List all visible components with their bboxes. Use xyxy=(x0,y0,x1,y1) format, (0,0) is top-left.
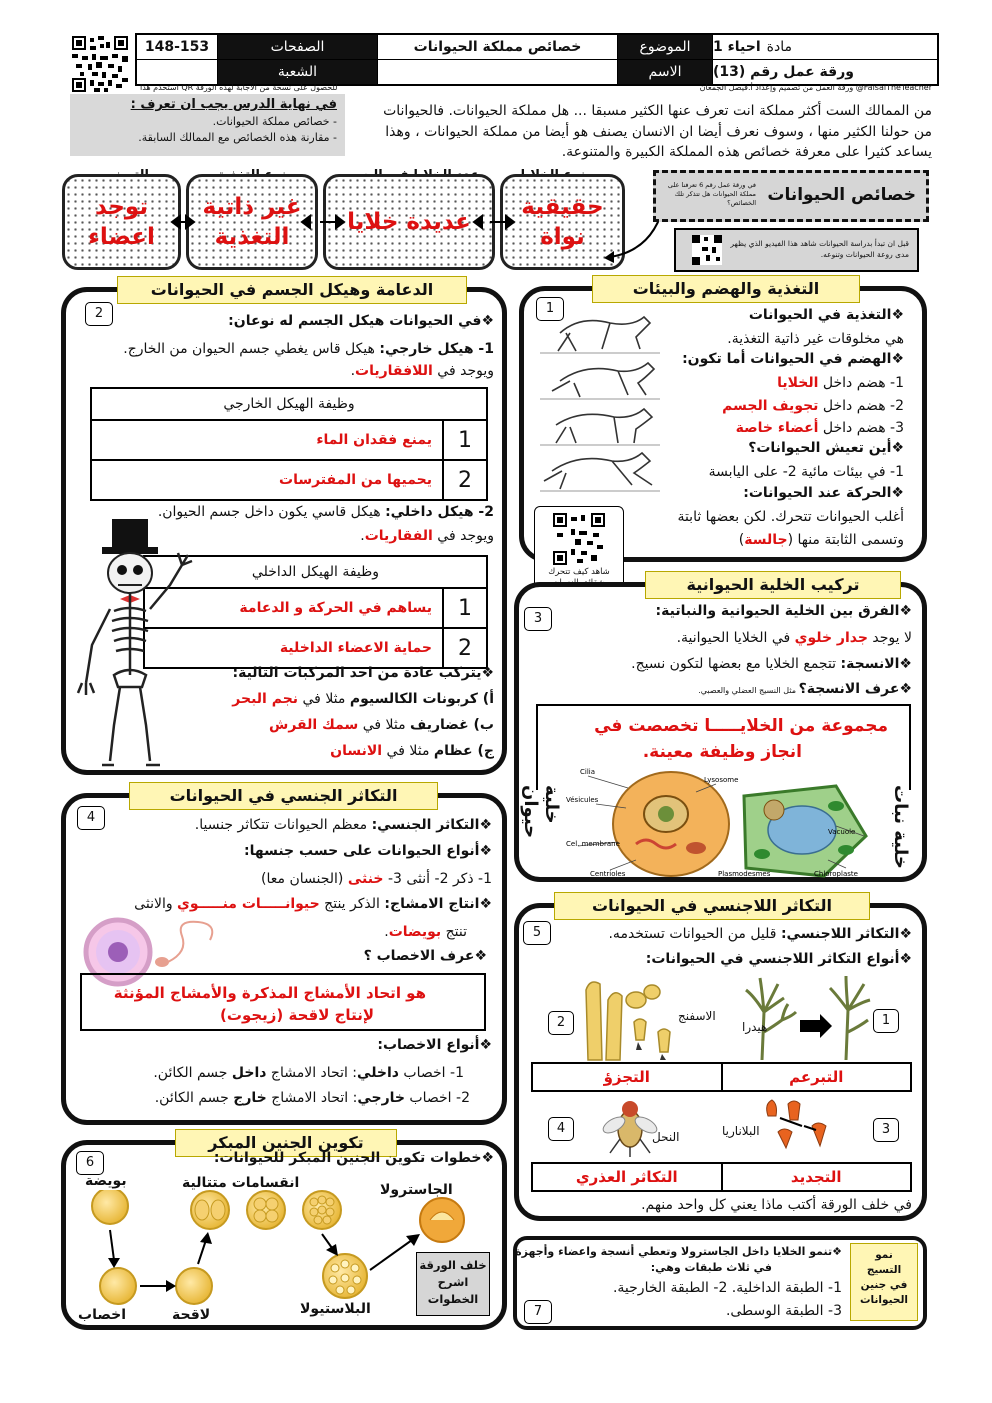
p2-endo-2: ويوجد في الفقاريات. xyxy=(360,528,494,544)
label-cilia: Cilia xyxy=(580,768,596,776)
features-title: خصائص الحيوانات xyxy=(767,185,916,205)
name-label: الاسم xyxy=(617,60,712,84)
p1-digest-1: 1- هضم داخل الخلايا xyxy=(777,375,904,391)
panel-1-title: التغذية والهضم والبيئات xyxy=(592,275,860,303)
method-budding: التبرعم xyxy=(789,1068,844,1086)
p2-heading-1: ❖في الحيوانات هيكل الجسم له نوعان: xyxy=(228,313,494,329)
p1-heading-1: ❖التغذية في الحيوانات xyxy=(748,307,904,323)
endoskeleton-table-head: وظيفة الهيكل الداخلي xyxy=(145,557,486,589)
p7-text-1: ❖تنمو الخلايا داخل الجاسترولا وتعطي أنسجة واعضاء وأجهزة xyxy=(515,1245,842,1258)
p7-text-4: 3- الطبقة الوسطى. xyxy=(725,1303,842,1319)
p4-heading-2: ❖أنواع الحيوانات على حسب جنسها: xyxy=(243,843,492,859)
intro-line-3: يساعد كثيرا على معرفة خصائص هذه المملكة الكبيرة والمتنوعة. xyxy=(561,144,932,160)
p1-text-4: أغلب الحيوانات تتحرك. لكن بعضها ثابتة xyxy=(677,509,904,525)
explain-line-2: اشرح xyxy=(437,1275,469,1289)
p2-comp-1: أ) كربونات الكالسيوم مثلا في نجم البحر xyxy=(232,691,494,707)
p3-text-1: لا يوجد جدار خلوي في الخلايا الحيوانية. xyxy=(676,630,912,646)
video-qr-icon[interactable] xyxy=(692,235,722,265)
feature-cell-type-1: حقيقية xyxy=(521,194,604,220)
p2-heading-2: ❖يتركب عادة من احد المركبات التالية: xyxy=(232,665,494,681)
method-parthenogenesis: التكاثر العذري xyxy=(533,1164,723,1190)
panel-5-number: 5 xyxy=(523,921,551,945)
stage-egg-label: بويضة xyxy=(85,1173,127,1189)
asexual-row-2 xyxy=(531,1162,912,1192)
p4-text-3: ❖انتاج الامشاج: الذكر ينتج حيوانـــــات منـــــوي والانثى xyxy=(134,896,492,912)
fertilization-answer-1: هو اتحاد الأمشاج المذكرة والأمشاج المؤنثة xyxy=(113,984,426,1002)
hydra-illustration xyxy=(738,972,878,1062)
explain-steps-box xyxy=(416,1252,490,1316)
badge-line-1: نمو xyxy=(875,1249,893,1261)
table-row: يساهم في الحركة و الدعامة 1 xyxy=(145,589,486,629)
p4-text-2: 1- ذكر 2- أنثى 3- خنثى (الجنسان معا) xyxy=(261,871,492,887)
p1-text-3: 1- في بيئات مائية 2- على اليابسة xyxy=(708,464,904,480)
header-table xyxy=(135,33,939,86)
objective-1: - خصائص مملكة الحيوانات. xyxy=(212,115,337,128)
p4-heading-6: ❖أنواع الاخصاب: xyxy=(377,1037,492,1053)
label-plasmodesmes: Plasmodesmes xyxy=(718,870,771,878)
video-box xyxy=(674,228,919,272)
running-dog-illustration xyxy=(540,303,665,498)
feature-nutrition-1: غير ذاتية xyxy=(202,194,302,220)
p5-footer: في خلف الورقة أكتب ماذا يعني كل واحد منهم. xyxy=(641,1197,912,1213)
worksheet-number: ورقة عمل رقم (13) xyxy=(712,60,937,84)
panel-7-number: 7 xyxy=(524,1300,552,1324)
panel-2-title: الدعامة وهيكل الجسم في الحيوانات xyxy=(117,276,467,304)
p2-comp-3: ج) عظام مثلا في الانسان xyxy=(330,743,494,759)
stage-zygote-label: لاقحة xyxy=(172,1307,211,1323)
topic-label: الموضوع xyxy=(617,35,712,59)
label-vacuole: Vacuole xyxy=(828,828,856,836)
panel-6-title: تكوين الجنين المبكر xyxy=(175,1129,397,1157)
table-row: يمنع فقدان الماء 1 xyxy=(92,421,486,461)
panel-2-number: 2 xyxy=(85,302,113,326)
badge-line-2: التسيج xyxy=(866,1264,902,1276)
name-field[interactable] xyxy=(377,60,617,84)
objective-2: - مقارنة هذه الخصائص مع الممالك السابقة. xyxy=(138,131,337,144)
stage-blastula-label: البلاستيولا xyxy=(300,1301,371,1317)
pages-value: 148-153 xyxy=(144,39,210,55)
sponge-label: الاسفنج xyxy=(678,1009,716,1023)
p3-text-2: ❖الانسجة: تتجمع الخلايا مع بعضها لتكون نسيج. xyxy=(631,656,912,672)
animal-cell-label: خلية حيوان xyxy=(520,785,562,839)
p2-exo-2: ويوجد في اللافقاريات. xyxy=(350,363,494,379)
method-fragmentation: التجزؤ xyxy=(533,1064,723,1090)
topic-value: خصائص مملكة الحيوانات xyxy=(377,35,617,59)
p5-heading-2: ❖أنواع التكاثر اللاجنسي في الحيوانات: xyxy=(645,951,912,967)
feature-organization-2: اعضاء xyxy=(88,224,155,250)
p2-exo-1: 1- هيكل خارجي: هيكل قاس يغطي جسم الحيوان من الخارج. xyxy=(123,341,494,357)
video-note: قبل ان تبدأ بدراسة الحيوانات شاهد هذا الفيديو الذي يظهر مدى روعة الحيوانات وتنوعه. xyxy=(730,239,909,259)
p3-heading-1: ❖الفرق بين الخلية الحيوانية والنباتية: xyxy=(655,603,912,619)
stage-division-label: انقسامات متتالية xyxy=(182,1175,300,1191)
panel-3-title: تركيب الخلية الحيوانية xyxy=(645,571,901,599)
plant-cell-label: خلية نبات xyxy=(890,785,911,869)
badge-line-4: الحيوانات xyxy=(859,1294,908,1306)
feature-cell-type-2: نواة xyxy=(540,224,585,250)
p7-text-3: 1- الطبقة الداخلية. 2- الطبقة الخارجية. xyxy=(612,1280,842,1296)
objectives-title: في نهاية الدرس يجب ان تعرف : xyxy=(130,97,337,112)
p4-fert-1: 1- اخصاب داخلي: اتحاد الامشاج داخل جسم الكائن. xyxy=(153,1065,464,1081)
planaria-label: البلاناريا xyxy=(722,1124,760,1138)
label-vesicule: Vésicules xyxy=(566,796,599,804)
sponge-illustration xyxy=(580,970,685,1062)
anemone-qr-caption: شاهد كيف تتحرك xyxy=(548,567,610,577)
p1-digest-3: 3- هضم داخل أعضاء خاصة xyxy=(735,420,904,436)
pages-label: الصفحات xyxy=(217,35,377,59)
explain-line-3: الخطوات xyxy=(427,1292,479,1306)
planaria-illustration xyxy=(760,1096,840,1152)
p4-fert-2: 2- اخصاب خارجي: اتحاد الامشاج خارج جسم الكائن. xyxy=(154,1090,470,1106)
intro-line-1: من الممالك الست أكثر مملكة انت تعرف عنها الكثير مسبقا ... هل مملكة الحيوانات. فالحيوانات xyxy=(383,103,932,119)
tissue-answer-2: انجاز وظيفة معينة. xyxy=(642,742,802,762)
section-label: الشعبة xyxy=(217,60,377,84)
p7-text-2: في ثلاث طبقات وهي: xyxy=(650,1261,772,1274)
feature-organization-1: توجد xyxy=(95,194,148,220)
p1-heading-4: ❖الحركة عند الحيوانات: xyxy=(743,485,904,501)
fertilization-answer-2: لإنتاج لاقحة (زيجوت) xyxy=(220,1006,374,1024)
exoskeleton-table xyxy=(90,387,488,501)
objectives-box xyxy=(70,94,345,156)
feature-cell-count: عديدة خلايا xyxy=(347,209,471,235)
p1-heading-2: ❖الهضم في الحيوانات أما تكون: xyxy=(682,351,904,367)
features-note: في ورقة عمل رقم 6 تعرفنا على مملكة الحيوانات هل تتذكر تلك الخصائص؟ xyxy=(667,181,756,207)
table-row: حماية الاعضاء الداخلية 2 xyxy=(145,629,486,667)
skeleton-illustration xyxy=(70,515,200,770)
exoskeleton-table-head: وظيفة الهيكل الخارجي xyxy=(92,389,486,421)
answer-qr-code[interactable] xyxy=(72,36,128,92)
p3-text-3: ❖عرف الانسجة؟ مثل النسيج العضلي والعصبي. xyxy=(698,681,912,697)
asexual-row-1 xyxy=(531,1062,912,1092)
method-regeneration: التجديد xyxy=(790,1168,842,1186)
panel-4-number: 4 xyxy=(77,806,105,830)
hydra-label: هيدرا xyxy=(742,1020,768,1034)
p1-text-5: وتسمى الثابتة منها (جالسة) xyxy=(738,532,904,548)
p1-heading-3: ❖أين تعيش الحيوانات؟ xyxy=(748,440,904,456)
feature-nutrition-2: التغذية xyxy=(214,224,290,250)
table-row: يحميها من المفترسات 2 xyxy=(92,461,486,499)
p1-text-1: هي مخلوقات غير ذاتية التغذية. xyxy=(727,331,904,347)
label-lysosome: Lysosome xyxy=(704,776,739,784)
tissue-answer-1: مجموعة من الخلايـــــا تخصصت في xyxy=(594,716,888,736)
label-chloroplast: Chloroplaste xyxy=(814,870,858,878)
subject-label: مادة xyxy=(766,39,792,55)
p6-heading-1: ❖خطوات تكوين الجنين المبكر للحيوانات: xyxy=(213,1150,494,1166)
p1-digest-2: 2- هضم داخل تجويف الجسم xyxy=(722,398,904,414)
explain-line-1: خلف الورقة xyxy=(419,1258,487,1272)
anemone-qr-box xyxy=(534,506,624,594)
panel-5-title: التكاثر اللاجنسي في الحيوانات xyxy=(554,892,870,920)
intro-line-2: من حولنا الكثير منها ، وسوف نعرف أيضا ان الانسان يصنف هو أيضا من مملكة الحيوانات ، وهذا xyxy=(385,124,932,140)
panel-1-number: 1 xyxy=(536,297,564,321)
badge-line-3: في جنين xyxy=(860,1279,908,1291)
method-number-4: 4 xyxy=(548,1117,574,1141)
method-number-2: 2 xyxy=(548,1011,574,1035)
germ-layers-badge xyxy=(850,1243,918,1321)
method-number-3: 3 xyxy=(873,1118,899,1142)
p2-comp-2: ب) غضاريف مثلا في سمك القرش xyxy=(269,717,494,733)
subject-value: احياء 1 xyxy=(713,39,761,55)
feature-arrows xyxy=(160,212,520,232)
stage-fertilization-label: اخصاب xyxy=(78,1307,127,1323)
label-membrane: Cel. membrane xyxy=(566,840,620,848)
qr-note: استخدم هذا QR للحصول على نسخة من الاجابة لهذه الورقة xyxy=(140,83,338,92)
p2-endo-1: 2- هيكل داخلي: هيكل قاسي يكون داخل جسم الحيوان. xyxy=(157,504,494,520)
anemone-qr-icon[interactable] xyxy=(553,513,605,565)
p5-text-1: ❖التكاثر اللاجنسي: قليل من الحيوانات تستخدمه. xyxy=(608,926,912,942)
bee-label: النحل xyxy=(652,1130,680,1144)
panel-4-title: التكاثر الجنسي في الحيوانات xyxy=(129,782,438,810)
panel-6-number: 6 xyxy=(76,1151,104,1175)
cell-diagram xyxy=(566,766,884,880)
features-title-box xyxy=(653,170,929,222)
stage-gastrula-label: الجاسترولا xyxy=(380,1182,453,1198)
method-number-1: 1 xyxy=(873,1009,899,1033)
bee-illustration xyxy=(600,1095,660,1159)
p4-heading-5: ❖عرف الاخصاب ؟ xyxy=(363,948,487,964)
credit-line: ورقة العمل من تصميم وإعداد أ.فيصل الجمعان @FaisalTheTeacher xyxy=(699,83,932,92)
label-centrioles: Centrioles xyxy=(590,870,626,878)
p4-text-4: تنتج بويضات. xyxy=(384,924,467,940)
panel-3-number: 3 xyxy=(524,607,552,631)
p4-text-1: ❖التكاثر الجنسي: معظم الحيوانات تتكاثر جنسيا. xyxy=(194,817,492,833)
